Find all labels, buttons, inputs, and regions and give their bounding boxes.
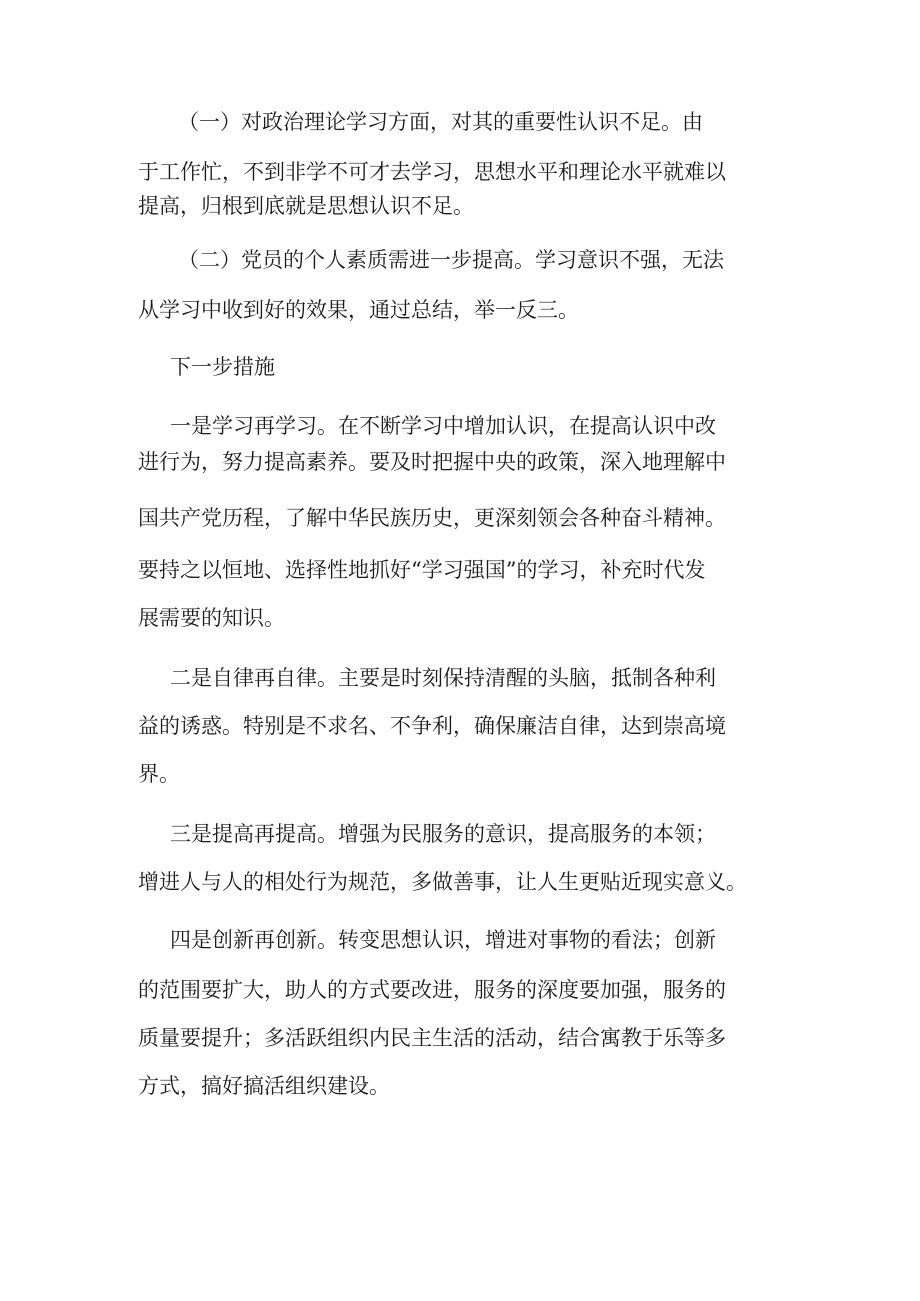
paragraph-6-line-2: 的范围要扩大，助人的方式要改进，服务的深度要加强，服务的: [138, 978, 726, 1002]
paragraph-1-line-3: 提高，归根到底就是思想认识不足。: [138, 194, 474, 218]
paragraph-4-line-2: 益的诱惑。特别是不求名、不争利，确保廉洁自律，达到崇高境: [138, 714, 726, 738]
section-heading: 下一步措施: [170, 355, 275, 379]
paragraph-3-line-5: 展需要的知识。: [138, 606, 285, 630]
paragraph-5-line-1: 三是提高再提高。增强为民服务的意识，提高服务的本领；: [170, 822, 716, 846]
paragraph-6-line-4: 方式，搞好搞活组织建设。: [138, 1074, 390, 1098]
paragraph-3-line-1: 一是学习再学习。在不断学习中增加认识，在提高认识中改: [170, 414, 716, 438]
paragraph-2-line-2: 从学习中收到好的效果，通过总结，举一反三。: [138, 298, 579, 322]
paragraph-4-line-1: 二是自律再自律。主要是时刻保持清醒的头脑，抵制各种利: [170, 666, 716, 690]
paragraph-5-line-2: 增进人与人的相处行为规范，多做善事，让人生更贴近现实意义。: [138, 870, 747, 894]
paragraph-3-line-3: 国共产党历程，了解中华民族历史，更深刻领会各种奋斗精神。: [138, 506, 726, 530]
paragraph-4-line-3: 界。: [138, 762, 180, 786]
paragraph-1-line-1: （一）对政治理论学习方面，对其的重要性认识不足。由: [178, 110, 703, 134]
paragraph-1-line-2: 于工作忙，不到非学不可才去学习，思想水平和理论水平就难以: [138, 160, 726, 184]
paragraph-3-line-4: 要持之以恒地、选择性地抓好“学习强国”的学习，补充时代发: [138, 558, 706, 582]
paragraph-3-line-2: 进行为，努力提高素养。要及时把握中央的政策，深入地理解中: [138, 450, 726, 474]
paragraph-6-line-1: 四是创新再创新。转变思想认识，增进对事物的看法；创新: [170, 928, 716, 952]
paragraph-2-line-1: （二）党员的个人素质需进一步提高。学习意识不强，无法: [178, 248, 724, 272]
paragraph-6-line-3: 质量要提升；多活跃组织内民主生活的活动，结合寓教于乐等多: [138, 1026, 726, 1050]
